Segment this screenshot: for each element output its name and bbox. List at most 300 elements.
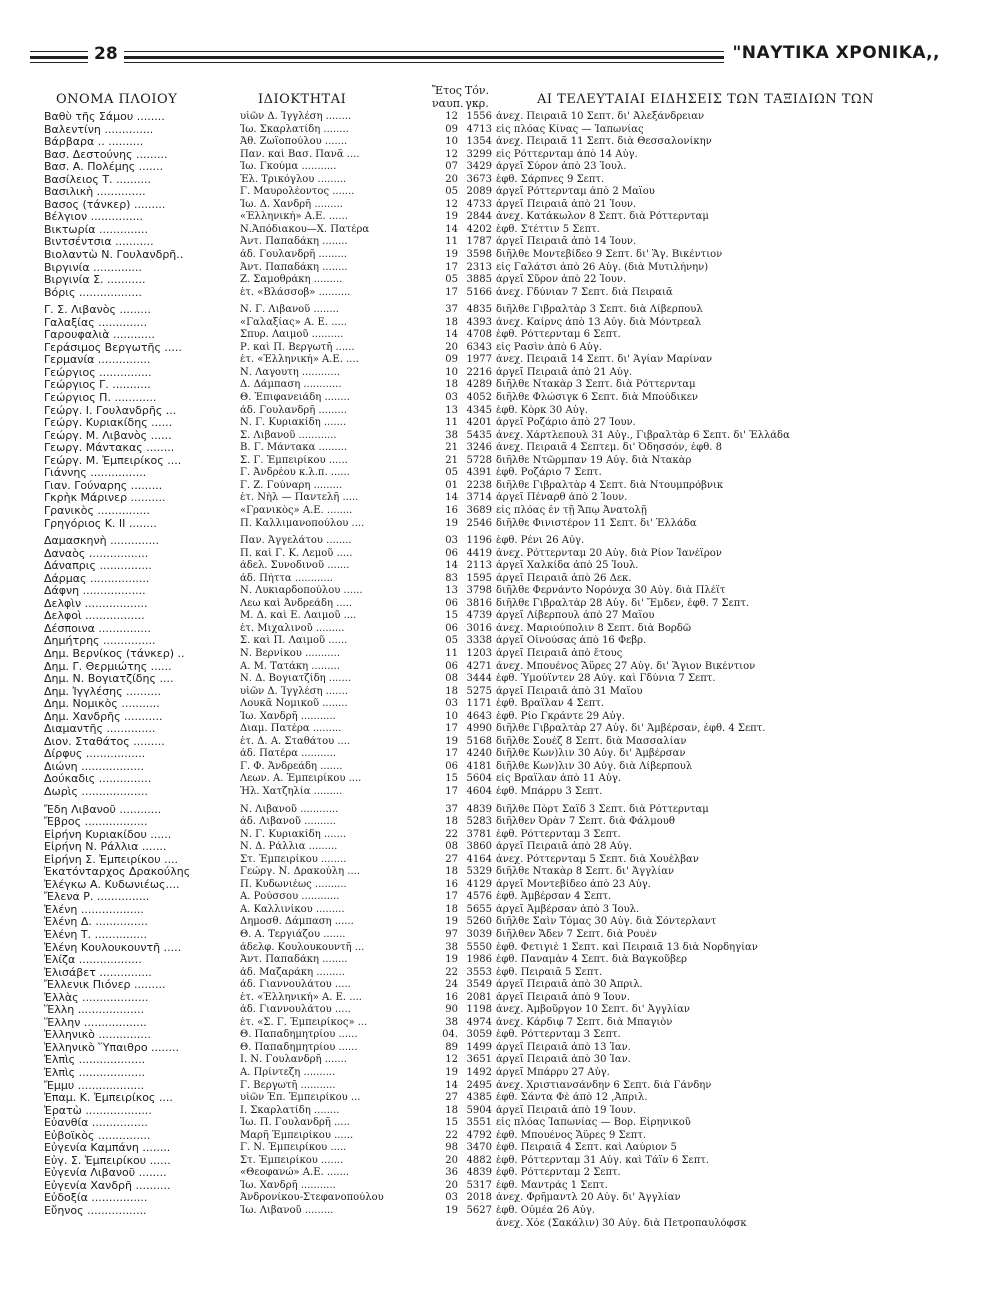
voyage-news: διῆλθε Φλώσιγκ 6 Σεπτ. διὰ Μπούδικεν (496, 392, 698, 404)
build-year: 14 (445, 560, 458, 572)
voyage-news: διῆλθε Κων)λιν 30 Αὐγ. διὰ Λίβερπουλ (496, 760, 693, 772)
table-row (44, 786, 944, 799)
ship-owner: Ν. Λυκιαρδοπούλου ...... (240, 585, 363, 597)
ship-name: Ἑλληνικὸ ............... (44, 1029, 151, 1042)
ship-name: Δαμασκηνὴ .............. (44, 535, 160, 548)
voyage-news: ἐφθ. Ρόττερνταμ 6 Σεπτ. (496, 329, 621, 341)
table-row (44, 186, 944, 199)
ship-owner: υἱῶν Ἐπ. Ἐμπειρίκου ... (240, 1092, 361, 1104)
voyage-news: ἀνεχ. Μαριούπολιν 8 Σεπτ. διὰ Βορδῶ (496, 622, 691, 634)
build-year: 21 (445, 454, 458, 466)
ship-name: Βιργινία Σ. ........... (44, 274, 146, 287)
ship-name: Γιάννης ................ (44, 467, 147, 480)
build-year: 16 (445, 878, 458, 890)
ship-owner: Ι. Σκαρλατίδη ........ (240, 1104, 340, 1116)
ship-name: Δαναὸς ................. (44, 547, 149, 560)
voyage-news: εἰς Γαλάτσι ἀπὸ 26 Αὐγ. (διὰ Μυτιλήνην) (496, 261, 709, 273)
table-row (44, 942, 944, 955)
gross-tons: 4733 (466, 198, 492, 210)
build-year: 11 (445, 417, 458, 429)
build-year: 24 (445, 979, 458, 991)
ship-name: Γεώργ. Κυριακίδης ...... (44, 417, 173, 430)
table-row (44, 1155, 944, 1168)
voyage-news: ἀργεῖ Οἰνούσας ἀπὸ 16 Φεβρ. (496, 635, 647, 647)
voyage-news: ἀνεχ. Φρῆμαντλ 20 Αὐγ. δι' Ἀγγλίαν (496, 1192, 681, 1204)
ship-owner: Δ. Δάμπαση ............ (240, 379, 342, 391)
table-row (44, 329, 944, 342)
table-row (44, 804, 944, 817)
table-row (44, 480, 944, 493)
build-year: 19 (445, 735, 458, 747)
build-year: 07 (445, 161, 458, 173)
ship-owner: Ν. Γ. Κυριακίδη ....... (240, 828, 347, 840)
ship-name: Βασ. Δεστούνης ......... (44, 148, 168, 161)
build-year: 11 (445, 647, 458, 659)
table-row (44, 211, 944, 224)
build-year: 18 (445, 903, 458, 915)
ship-name: Διαμαντῆς .............. (44, 723, 156, 736)
ship-name: Ἐλέγκω Α. Κυδωνιέως.... (44, 878, 180, 891)
ship-name: Ἕλλη ................... (44, 1004, 145, 1017)
build-year: 18 (445, 379, 458, 391)
voyage-news: ἀργεῖ Πειραιᾶ ἀπὸ 30 Ἀπριλ. (496, 979, 643, 991)
gross-tons: 5904 (466, 1104, 492, 1116)
ship-owner: Ν.Ἀπόδιακου—Χ. Πατέρα (240, 223, 370, 235)
build-year: 17 (445, 286, 458, 298)
table-row (44, 317, 944, 330)
ship-name: Εὐγενία Καμπάνη ........ (44, 1142, 171, 1155)
ship-owner: Σ. καὶ Π. Λαιμοῦ ...... (240, 635, 348, 647)
build-year: 89 (445, 1041, 458, 1053)
build-year: 22 (445, 1129, 458, 1141)
ship-name: Γιαν. Γούναρης ......... (44, 479, 163, 492)
build-year: 12 (445, 111, 458, 122)
ship-owner: Σ. Γ. Ἐμπειρίκου ...... (240, 454, 348, 466)
ship-owner: Α. Καλλινίκου ......... (240, 903, 345, 915)
voyage-news: εἰς Ρασὶν ἀπὸ 6 Αὐγ. (496, 341, 602, 353)
build-year: 19 (445, 517, 458, 529)
gross-tons: 1492 (466, 1067, 492, 1079)
voyage-news: εἰς Βραΐλαν ἀπὸ 11 Αὐγ. (496, 773, 622, 785)
build-year: 83 (445, 572, 458, 584)
ship-owner: ἑτ. «Ἑλληνική» Α. Ε. .... (240, 991, 362, 1003)
table-row (44, 417, 944, 430)
column-header-year: Ἔτος ναυπ. (432, 84, 464, 110)
table-row (44, 879, 944, 892)
ship-owner: ἀδ. Γουλανδρῆ ......... (240, 404, 348, 416)
voyage-news: ἀργεῖ Πειραιᾶ ἀπὸ 30 Ἰαν. (496, 1054, 631, 1066)
voyage-news: ἀνεχ. Πειραιᾶ 10 Σεπτ. δι' Ἀλεξάνδρειαν (496, 111, 705, 122)
voyage-news: ἀργεῖ Πειραιᾶ ἀπὸ 19 Ἰουν. (496, 1104, 637, 1116)
table-row (44, 124, 944, 137)
build-year: 08 (445, 841, 458, 853)
ship-name: Εὐβοϊκὸς ............... (44, 1129, 151, 1142)
ship-owner: ἀδ. Γουλανδρῆ ......... (240, 249, 348, 261)
gross-tons: 5604 (466, 773, 492, 785)
ship-owner: Ν. Γ. Κυριακίδη ....... (240, 417, 347, 429)
column-header-tons: Τόν. γκρ. (464, 84, 490, 110)
gross-tons: 4052 (466, 392, 492, 404)
ship-name: Ἔλλενικ Πιόνερ ......... (44, 979, 166, 992)
ship-owner: ἑτ. Μιχαλινοῦ ......... (240, 622, 345, 634)
voyage-news: ἐφθ. Ρίο Γκράντε 29 Αὐγ. (496, 710, 625, 722)
build-year: 19 (445, 1067, 458, 1079)
gross-tons: 4739 (466, 610, 492, 622)
ship-owner: Β. Γ. Μάντακα ......... (240, 442, 348, 454)
ship-name: Εὐανθία ................ (44, 1117, 148, 1130)
voyage-news: ἐφθ. Φετιγιὲ 1 Σεπτ. καὶ Πειραιᾶ 13 διὰ Νορδηγίαν (496, 941, 758, 953)
voyage-news: ἐφθ. Μαντράς 1 Σεπτ. (496, 1179, 608, 1191)
ship-name: Ἑλένη .................. (44, 903, 144, 916)
gross-tons: 3059 (466, 1029, 492, 1041)
voyage-news: διῆλθε Πὸρτ Σαΐδ 3 Σεπτ. διὰ Ρόττερνταμ (496, 803, 709, 815)
gross-tons: 1977 (466, 354, 492, 366)
ship-owner: Ἰω. Σκαρλατίδη ........ (240, 123, 349, 135)
build-year: 06 (445, 622, 458, 634)
build-year: 03 (445, 535, 458, 547)
gross-tons: 1354 (466, 136, 492, 148)
table-row (44, 954, 944, 967)
gross-tons: 5728 (466, 454, 492, 466)
gross-tons: 4393 (466, 316, 492, 328)
ship-name: Δίρφυς ................. (44, 748, 146, 761)
ship-owner: ἀδελ. Συνοδινοῦ ....... (240, 560, 350, 572)
column-header-news: ΑΙ ΤΕΛΕΥΤΑΙΑΙ ΕΙΔΗΣΕΙΣ ΤΩΝ ΤΑΞΙΔΙΩΝ ΤΩΝ (537, 92, 875, 107)
gross-tons: 2089 (466, 186, 492, 198)
table-row (44, 673, 944, 686)
ship-name: Ἑλληνικὸ Ὕπαιθρο ........ (44, 1041, 180, 1054)
voyage-news: ἐφθ. Ρόττερνταμ 31 Αὐγ. καὶ Τάϊν 6 Σεπτ. (496, 1154, 709, 1166)
build-year: 13 (445, 404, 458, 416)
build-year: 08 (445, 673, 458, 685)
voyage-news: διῆλθε Κων)λιν 30 Αὐγ. δι' Ἀμβέρσαν (496, 748, 686, 760)
ship-name: Βασος (τάνκερ) ......... (44, 198, 166, 211)
voyage-news: ἀργεῖ Πειραιᾶ ἀπὸ 28 Αὐγ. (496, 841, 633, 853)
voyage-news: εἰς πλόας Ἰαπωνίας — Βορ. Εἰρηνικοῦ (496, 1117, 691, 1129)
table-row (44, 748, 944, 761)
ship-owner: Σ. Λιβανοῦ ............ (240, 429, 337, 441)
ship-name: Ἑλλὰς ................... (44, 991, 149, 1004)
ship-owner: Α. Πρίντεζη .......... (240, 1067, 336, 1079)
ship-owner: Α. Μ. Τατάκη ......... (240, 660, 340, 672)
voyage-news: ἀργεῖ Πειραιᾶ ἀπὸ 21 Αὐγ. (496, 366, 633, 378)
table-row (44, 354, 944, 367)
table-row (44, 1067, 944, 1080)
gross-tons: 1203 (466, 647, 492, 659)
table-row (44, 342, 944, 355)
build-year: 06 (445, 660, 458, 672)
build-year: 38 (445, 429, 458, 441)
ship-owner: Θ. Α. Τεργιάζου ....... (240, 929, 346, 940)
ship-owner: Γ. Ζ. Γούναρη ......... (240, 479, 343, 491)
ship-owner: Α. Ρούσσου ............ (240, 891, 340, 903)
gross-tons: 2313 (466, 261, 492, 273)
gross-tons: 3553 (466, 966, 492, 978)
ship-owner: ἑτ. «Ἑλληνική» Α.Ε. .... (240, 354, 359, 366)
gross-tons: 1595 (466, 572, 492, 584)
build-year: 20 (445, 1179, 458, 1191)
voyage-news: διῆλθε Γιβραλτὰρ 27 Αὐγ. δι' Ἀμβέρσαν, ἐφθ. 4 Σεπτ. (496, 723, 766, 735)
gross-tons: 3016 (466, 622, 492, 634)
table-row (44, 136, 944, 149)
ship-owner: Ἀνδρονίκου-Στεφανοπούλου (240, 1192, 384, 1204)
ship-owner: Μ. Δ. καὶ Ε. Λαιμοῦ .... (240, 610, 357, 622)
gross-tons: 3860 (466, 841, 492, 853)
ship-owner: Ἐλ. Τρικόγλου ......... (240, 173, 347, 185)
ship-owner: Λεων. Α. Ἐμπειρίκου .... (240, 773, 362, 785)
gross-tons: 4974 (466, 1016, 492, 1028)
voyage-news: ἐφθ. Μπουένος Ἄϋρες 9 Σεπτ. (496, 1129, 647, 1141)
ship-name: Δημ. Γ. Θερμιώτης ...... (44, 660, 172, 673)
gross-tons: 4576 (466, 891, 492, 903)
build-year: 10 (445, 710, 458, 722)
gross-tons: 4643 (466, 710, 492, 722)
ship-name: Γαλαξίας .............. (44, 316, 148, 329)
ship-owner: Ι. Ν. Γουλανδρῆ ....... (240, 1054, 347, 1066)
build-year: 14 (445, 492, 458, 504)
ship-name: Δούκαδις ............... (44, 773, 152, 786)
ship-owner: Γ. Ν. Ἐμπειρίκου ..... (240, 1142, 347, 1154)
ship-name: Βόρις .................. (44, 286, 142, 299)
table-row (44, 866, 944, 879)
gross-tons: 4792 (466, 1129, 492, 1141)
ship-name: Ἔβρος .................. (44, 816, 148, 829)
ship-name: Γεώργιος Π. ............ (44, 392, 157, 405)
ship-owner: «Θεοφανώ» Α.Ε. ....... (240, 1167, 350, 1179)
voyage-news: ἀργεῖ Ροζάριο ἀπὸ 27 Ἰουν. (496, 417, 636, 429)
ship-name: Δημήτρης ............... (44, 635, 156, 648)
ship-owner: Ἰω. Γκούμα ........... (240, 161, 337, 173)
table-row (44, 916, 944, 929)
voyage-news: ἀργεῖ Πειραιᾶ ἀπὸ 31 Μαΐου (496, 685, 643, 697)
build-year: 15 (445, 1117, 458, 1129)
voyage-news: διῆλθε Γιβραλτὰρ 3 Σεπτ. διὰ Λίβερπουλ (496, 304, 703, 316)
ship-name: Βιολαντὼ Ν. Γουλανδρῆ.. (44, 249, 184, 262)
gross-tons: 3429 (466, 161, 492, 173)
voyage-news: ἐφθ. Κὸρκ 30 Αὐγ. (496, 404, 588, 416)
build-year: 22 (445, 966, 458, 978)
voyage-news: ἐφθ. Πειραιᾶ 4 Σεπτ. καὶ Λαύριον 5 (496, 1142, 677, 1154)
table-row (44, 224, 944, 237)
voyage-news: ἀνεχ. Πειραιᾶ 4 Σεπτεμ. δι' Ὀδησσόν, ἐφθ. 8 (496, 442, 722, 454)
table-row (44, 518, 944, 531)
build-year: 18 (445, 866, 458, 878)
voyage-news: ἀργεῖ Πέναρθ ἀπὸ 2 Ἰουν. (496, 492, 628, 504)
ship-name: Δάρμας ................. (44, 572, 150, 585)
voyage-news: ἀργεῖ Πειραιᾶ ἀπὸ ἔτους (496, 647, 623, 659)
build-year: 17 (445, 261, 458, 273)
table-row (44, 1218, 944, 1231)
gross-tons: 5168 (466, 735, 492, 747)
ship-owner: Ἰω. Χανδρῆ ........... (240, 1179, 336, 1191)
ship-name: Γ. Σ. Λιβανὸς ......... (44, 304, 151, 317)
gross-tons: 4345 (466, 404, 492, 416)
column-header-owner: ΙΔΙΟΚΤΗΤΑΙ (258, 92, 347, 107)
ship-owner: ἑτ. Νὴλ — Παντελῆ ..... (240, 492, 359, 504)
ship-owner: Παν. Ἀγγελάτου ........ (240, 535, 352, 547)
table-row (44, 635, 944, 648)
column-headers (44, 84, 944, 110)
build-year: 38 (445, 941, 458, 953)
gross-tons: 5329 (466, 866, 492, 878)
gross-tons: 3714 (466, 492, 492, 504)
voyage-news: ἐφθ. Σάρπνες 9 Σεπτ. (496, 173, 605, 185)
ship-name: Εὐγ. Σ. Ἐμπειρίκου ...... (44, 1154, 171, 1167)
ship-name: Δελφοὶ ................. (44, 610, 145, 623)
ship-name: Γεώργ. Μ. Ἐμπειρίκος .... (44, 454, 182, 467)
ship-owner: Ζ. Σαμοθράκη ......... (240, 274, 343, 286)
gross-tons: 3338 (466, 635, 492, 647)
table-row (44, 174, 944, 187)
gross-tons: 3673 (466, 173, 492, 185)
gross-tons: 4164 (466, 853, 492, 865)
gross-tons: 4129 (466, 878, 492, 890)
gross-tons: 3470 (466, 1142, 492, 1154)
voyage-news: διῆλθεν Ὀρὰν 7 Σεπτ. διὰ Φάλμουθ (496, 816, 675, 828)
table-row (44, 1017, 944, 1030)
ship-name: Βάρβαρα .. .......... (44, 136, 144, 149)
table-row (44, 1142, 944, 1155)
voyage-news: διῆλθε Ντακὰρ 3 Σεπτ. διὰ Ρόττερνταμ (496, 379, 696, 391)
table-row (44, 379, 944, 392)
ship-name: Ἑλένη Τ. ............... (44, 929, 148, 941)
gross-tons: 4990 (466, 723, 492, 735)
gross-tons: 2844 (466, 211, 492, 223)
gross-tons: 4202 (466, 223, 492, 235)
ship-owner: υἱῶν Δ. Ἰγγλέση ....... (240, 685, 348, 697)
build-year: 19 (445, 954, 458, 966)
ship-name: Δημ. Χανδρῆς ........... (44, 710, 163, 723)
voyage-news: ἐφθ. Ρόττερνταμ 2 Σεπτ. (496, 1167, 621, 1179)
ship-owner: Γ. Φ. Ἀνδρεάδη ....... (240, 760, 343, 772)
build-year: 19 (445, 916, 458, 928)
table-row (44, 723, 944, 736)
table-row (44, 829, 944, 842)
ship-owner: Ρ. καὶ Π. Βεργωτῆ ...... (240, 341, 355, 353)
ship-owner: Ν. Γ. Λιβανοῦ ........ (240, 304, 339, 316)
build-year: 98 (445, 1142, 458, 1154)
build-year: 21 (445, 442, 458, 454)
gross-tons: 5275 (466, 685, 492, 697)
ship-owner: Ἀθ. Ζωϊοπούλου ....... (240, 136, 348, 148)
voyage-news: ἐφθ. Παναμὰν 4 Σεπτ. διὰ Βαγκοῦβερ (496, 954, 687, 966)
ship-owner: Ἰω. Λιβανοῦ ......... (240, 1205, 334, 1217)
voyage-news: ἀργεῖ Χαλκίδα ἀπὸ 25 Ἰουλ. (496, 560, 639, 572)
voyage-news: εἰς πλόας Κίνας — Ἰαπωνίας (496, 123, 644, 135)
ship-owner: Μαρῆ Ἐμπειρίκου ...... (240, 1129, 354, 1141)
ship-owner: Ἠλ. Χατζηλία ......... (240, 785, 343, 797)
voyage-news: ἀργεῖ Σύρον ἀπὸ 23 Ἰουλ. (496, 161, 627, 173)
ship-name: Δημ. Νομικὸς ........... (44, 698, 160, 711)
ship-owner: Π. καὶ Γ. Κ. Λεμοῦ ..... (240, 547, 353, 559)
build-year: 15 (445, 610, 458, 622)
build-year: 18 (445, 685, 458, 697)
voyage-news: ἀνεχ. Γδύνιαν 7 Σεπτ. διὰ Πειραιᾶ (496, 286, 673, 298)
page-number: 28 (88, 44, 124, 64)
gross-tons: 5166 (466, 286, 492, 298)
ship-owner: Διαμ. Πατέρα ......... (240, 723, 342, 735)
table-row (44, 442, 944, 455)
ship-owner: Γεώργ. Ν. Δρακούλη .... (240, 866, 361, 878)
ship-owner: Λουκᾶ Νομικοῦ ........ (240, 698, 348, 710)
ship-name: Γερμανία ............... (44, 354, 151, 367)
voyage-news: ἀργεῖ Πειραιᾶ ἀπὸ 21 Ἰουν. (496, 198, 637, 210)
gross-tons: 4839 (466, 803, 492, 815)
ship-owner: ἀδελφ. Κουλουκουντῆ ... (240, 941, 365, 953)
ship-name: Γεώργ. Ι. Γουλανδρῆς ... (44, 404, 177, 417)
ship-name: Εὔηνος ................. (44, 1205, 147, 1218)
table-row (44, 698, 944, 711)
ship-name: Εὐγενία Χανδρῆ .......... (44, 1179, 171, 1192)
table-row (44, 736, 944, 749)
gross-tons: 1556 (466, 111, 492, 122)
ship-name: Ἐλισάβετ ............... (44, 966, 152, 979)
gross-tons: 4181 (466, 760, 492, 772)
build-year: 12 (445, 148, 458, 160)
table-row (44, 1205, 944, 1218)
build-year: 03 (445, 698, 458, 710)
voyage-news: ἀργεῖ Ἀμβέρσαν ἀπὸ 3 Ἰουλ. (496, 903, 640, 915)
voyage-news: ἀνεχ. Μπουένος Ἄϋρες 27 Αὐγ. δι' Ἅγιον Βικέντιον (496, 660, 756, 672)
table-row (44, 1080, 944, 1093)
ship-name: Δημ. Βερνίκος (τάνκερ) .. (44, 647, 185, 660)
build-year: 38 (445, 1016, 458, 1028)
ship-name: Γρανικὸς ............... (44, 504, 150, 517)
gross-tons: 4839 (466, 1167, 492, 1179)
table-row (44, 392, 944, 405)
voyage-news: ἀργεῖ Πειραιᾶ ἀπὸ 9 Ἰουν. (496, 991, 630, 1003)
table-row (44, 598, 944, 611)
ship-owner: Θ. Παπαδημητρίου ...... (240, 1029, 358, 1041)
voyage-news: ἀνεχ. Καίρνς ἀπὸ 13 Αὐγ. διὰ Μόντρεαλ (496, 316, 702, 328)
ship-name: Ἑλένη Δ. ............... (44, 916, 148, 929)
ship-name: Ἔδη Λιβανοῦ ............ (44, 803, 162, 816)
table-row (44, 904, 944, 917)
ship-name: Βικτωρία .............. (44, 223, 148, 236)
table-row (44, 891, 944, 904)
ship-name: Ἐλίζα .................. (44, 954, 142, 967)
gross-tons: 3816 (466, 597, 492, 609)
gross-tons: 4604 (466, 785, 492, 797)
voyage-news: διῆλθε Σαὶν Τόμας 30 Αὐγ. διὰ Σόντερλαντ (496, 916, 717, 928)
table-row (44, 560, 944, 573)
ship-name: Ἐκατόνταρχος Δρακούλης (44, 866, 191, 879)
gross-tons: 5550 (466, 941, 492, 953)
voyage-news: ἀργεῖ Πειραιᾶ ἀπὸ 26 Δεκ. (496, 572, 632, 584)
build-year: 90 (445, 1004, 458, 1016)
ship-name: Γεώργ. Μ. Λιβανὸς ...... (44, 429, 172, 442)
gross-tons: 3551 (466, 1117, 492, 1129)
build-year: 17 (445, 723, 458, 735)
build-year: 05 (445, 467, 458, 479)
table-row (44, 967, 944, 980)
voyage-news: ἀργεῖ Μπάρρυ 27 Αὐγ. (496, 1067, 610, 1079)
ship-name: Βαθὺ τῆς Σάμου ........ (44, 111, 165, 123)
build-year: 17 (445, 748, 458, 760)
build-year: 19 (445, 211, 458, 223)
table-row (44, 111, 944, 124)
gross-tons: 3651 (466, 1054, 492, 1066)
table-row (44, 1192, 944, 1205)
gross-tons: 1986 (466, 954, 492, 966)
ship-owner: Γ. Μαυρολέοντος ....... (240, 186, 355, 198)
build-year: 09 (445, 123, 458, 135)
ship-name: Διον. Σταθάτος ......... (44, 735, 165, 748)
voyage-news: ἐφθ. Πειραιᾶ 5 Σεπτ. (496, 966, 603, 978)
table-row (44, 548, 944, 561)
gross-tons: 4289 (466, 379, 492, 391)
ship-name: Εἰρήνη Σ. Ἐμπειρίκου .... (44, 853, 179, 866)
